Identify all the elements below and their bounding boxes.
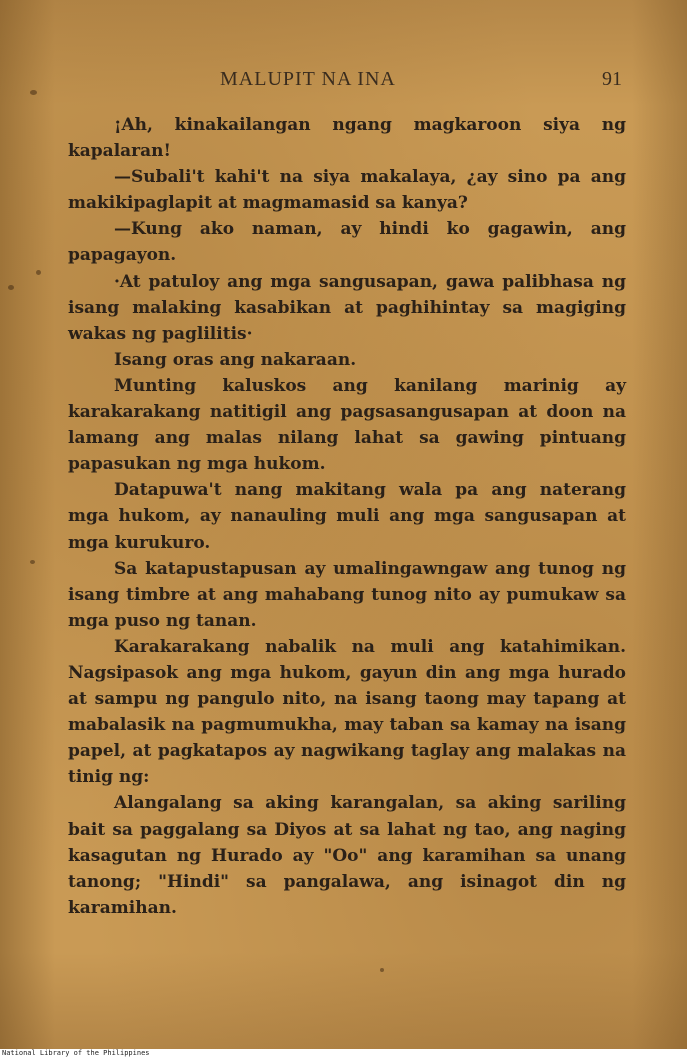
paragraph: Sa katapustapusan ay umalingawngaw ang tunog ng isang timbre at ang mahabang tunog nito ay pumukaw sa mga puso ng tanan. bbox=[68, 558, 626, 631]
paragraph: Datapuwa't nang makitang wala pa ang naterang mga hukom, ay nanauling muli ang mga sangusapan at mga kurukuro. bbox=[68, 480, 626, 553]
paragraph: ·At patuloy ang mga sangusapan, gawa palibhasa ng isang malaking kasabikan at paghihintay sa magiging wakas ng paglilitis· bbox=[68, 271, 626, 344]
paragraph: Munting kaluskos ang kanilang marinig ay karakarakang natitigil ang pagsasangusapan at doon na lamang ang malas nilang lahat sa gawing pintuang papasukan ng mga hukom. bbox=[68, 375, 626, 475]
paragraph: —Kung ako naman, ay hindi ko gagawin, ang papagayon. bbox=[68, 219, 626, 266]
paragraph: ¡Ah, kinakailangan ngang magkaroon siya ng kapalaran! bbox=[68, 115, 626, 162]
ink-spot bbox=[30, 560, 35, 564]
paragraph: Karakarakang nabalik na muli ang katahimikan. Nagsipasok ang mga hukom, gayun din ang mga hurado at sampu ng pangulo nito, na isang taong may tapang at mabalasik na pagmumukha, may taban sa kamay na isang papel, at pagkatapos ay nagwikang taglay ang malakas na tinig ng: bbox=[68, 636, 626, 788]
paragraph: Alangalang sa aking karangalan, sa aking sariling bait sa paggalang sa Diyos at sa lahat ng tao, ang naging kasagutan ng Hurado ay "Oo" ang karamihan sa unang tanong; "Hindi" sa pangalawa, ang isinagot din ng karamihan. bbox=[68, 793, 626, 918]
body-text bbox=[68, 112, 626, 921]
ink-spot bbox=[380, 968, 384, 972]
running-title: MALUPIT NA INA bbox=[220, 68, 396, 90]
ink-spot bbox=[36, 270, 41, 275]
ink-spot bbox=[8, 285, 14, 290]
page-number: 91 bbox=[602, 68, 622, 90]
paragraph: Isang oras ang nakaraan. bbox=[114, 349, 357, 370]
library-credit: National Library of the Philippines bbox=[0, 1049, 687, 1058]
running-head bbox=[96, 68, 626, 94]
ink-spot bbox=[30, 90, 37, 95]
paragraph: —Subali't kahi't na siya makalaya, ¿ay sino pa ang makikipaglapit at magmamasid sa kanya? bbox=[68, 167, 626, 214]
